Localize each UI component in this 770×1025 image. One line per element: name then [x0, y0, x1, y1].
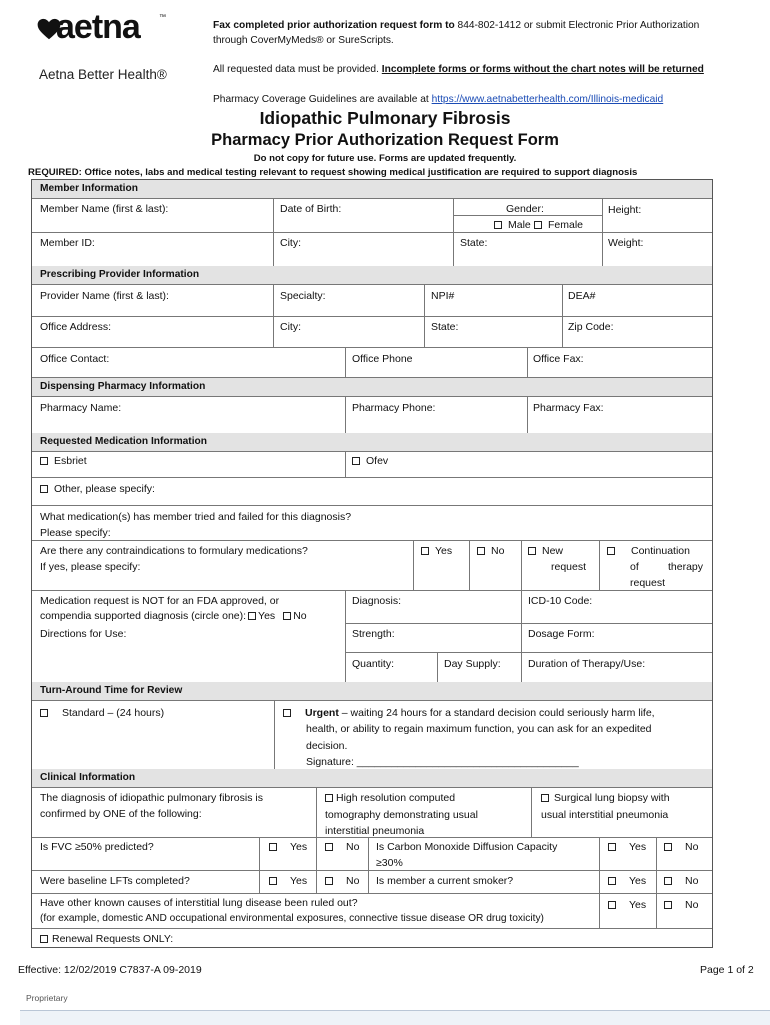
checkbox-icon — [248, 612, 256, 620]
checkbox-icon — [608, 843, 616, 851]
ofev-checkbox[interactable]: Ofev — [352, 454, 388, 468]
viewer-bottom-bar — [20, 1010, 770, 1025]
checkbox-icon — [608, 901, 616, 909]
dlco-question-line1: Is Carbon Monoxide Diffusion Capacity — [376, 841, 558, 853]
contraindications-question: Are there any contraindications to formulary medications? — [40, 545, 308, 557]
checkbox-icon — [421, 547, 429, 555]
checkbox-icon — [283, 612, 291, 620]
urgent-review-checkbox[interactable]: Urgent – waiting 24 hours for a standard decision could seriously harm life, — [283, 706, 655, 720]
section-medication-information: Requested Medication Information — [32, 433, 712, 451]
continuation-request-label: request — [630, 577, 666, 589]
signature-field[interactable]: Signature: ______________________________________ — [306, 756, 579, 768]
ipf-diagnosis-question-line2: confirmed by ONE of the following: — [40, 808, 202, 820]
member-dob-field[interactable]: Date of Birth: — [280, 203, 342, 215]
contraindications-no-checkbox[interactable]: No — [477, 544, 504, 558]
checkbox-icon — [664, 877, 672, 885]
tried-failed-specify-field[interactable]: Please specify: — [40, 527, 111, 539]
icd10-field[interactable]: ICD-10 Code: — [528, 595, 593, 607]
section-member-information: Member Information — [32, 180, 712, 198]
fda-question-line2: compendia supported diagnosis (circle one): Yes No — [40, 610, 307, 622]
fvc-yes-checkbox[interactable]: Yes — [269, 840, 307, 854]
hrct-line2: tomography demonstrating usual — [325, 809, 478, 821]
provider-name-field[interactable]: Provider Name (first & last): — [40, 290, 169, 302]
gender-male-checkbox[interactable]: Male — [494, 218, 531, 232]
provider-state-field[interactable]: State: — [431, 321, 459, 333]
fda-yes-option[interactable]: Yes — [258, 610, 276, 622]
continuation-of-label: of — [630, 561, 639, 573]
renewal-requests-checkbox[interactable]: Renewal Requests ONLY: — [40, 932, 173, 946]
other-causes-no-checkbox[interactable]: No — [664, 898, 698, 912]
lfts-question: Were baseline LFTs completed? — [40, 875, 190, 887]
pharmacy-phone-field[interactable]: Pharmacy Phone: — [352, 402, 436, 414]
checkbox-icon — [325, 843, 333, 851]
member-city-field[interactable]: City: — [280, 237, 301, 249]
checkbox-icon — [494, 221, 502, 229]
dlco-question-line2: ≥30% — [376, 857, 403, 869]
checkbox-icon — [325, 877, 333, 885]
checkbox-icon — [352, 457, 360, 465]
npi-field[interactable]: NPI# — [431, 290, 455, 302]
pharmacy-fax-field[interactable]: Pharmacy Fax: — [533, 402, 604, 414]
office-fax-field[interactable]: Office Fax: — [533, 353, 584, 365]
fda-question-line1: Medication request is NOT for an FDA approved, or — [40, 595, 280, 607]
section-pharmacy-information: Dispensing Pharmacy Information — [32, 378, 712, 396]
continuation-therapy-label: therapy — [668, 561, 704, 573]
effective-date: Effective: 12/02/2019 C7837-A 09-2019 — [18, 964, 202, 976]
brand-subtitle: Aetna Better Health® — [39, 67, 167, 82]
lfts-no-checkbox[interactable]: No — [325, 874, 359, 888]
day-supply-field[interactable]: Day Supply: — [444, 658, 501, 670]
diagnosis-field[interactable]: Diagnosis: — [352, 595, 402, 607]
page-number: Page 1 of 2 — [700, 964, 754, 976]
quantity-field[interactable]: Quantity: — [352, 658, 395, 670]
urgent-description-line3: decision. — [306, 740, 348, 752]
checkbox-icon — [664, 843, 672, 851]
office-phone-field[interactable]: Office Phone — [352, 353, 413, 365]
strength-field[interactable]: Strength: — [352, 628, 395, 640]
continuation-checkbox[interactable]: Continuation — [607, 544, 690, 558]
section-clinical-information: Clinical Information — [32, 769, 712, 787]
dosage-form-field[interactable]: Dosage Form: — [528, 628, 595, 640]
dlco-no-checkbox[interactable]: No — [664, 840, 698, 854]
checkbox-icon — [283, 709, 291, 717]
directions-for-use-field[interactable]: Directions for Use: — [40, 628, 127, 640]
ipf-diagnosis-question-line1: The diagnosis of idiopathic pulmonary fibrosis is — [40, 792, 263, 804]
other-causes-question-line2: (for example, domestic AND occupational environmental exposures, connective tissue disease OR drug toxicity) — [40, 913, 544, 924]
gender-label: Gender: — [506, 203, 544, 215]
checkbox-icon — [477, 547, 485, 555]
specialty-field[interactable]: Specialty: — [280, 290, 326, 302]
fax-instructions: Fax completed prior authorization request form to 844-802-1412 or submit Electronic Prior Authorization through CoverMyMeds® or SureScripts. — [213, 20, 700, 46]
smoker-question: Is member a current smoker? — [376, 875, 514, 887]
required-docs-note: REQUIRED: Office notes, labs and medical testing relevant to request showing medical justification are required to support diagnosis — [28, 167, 638, 178]
standard-review-checkbox[interactable]: Standard – (24 hours) — [40, 706, 164, 720]
contraindications-yes-checkbox[interactable]: Yes — [421, 544, 452, 558]
form-title: Idiopathic Pulmonary Fibrosis — [259, 108, 511, 128]
tried-failed-question: What medication(s) has member tried and failed for this diagnosis? — [40, 511, 352, 523]
section-provider-information: Prescribing Provider Information — [32, 266, 712, 284]
trademark: ™ — [159, 14, 166, 21]
checkbox-icon — [269, 877, 277, 885]
gender-female-checkbox[interactable]: Female — [534, 218, 583, 232]
smoker-yes-checkbox[interactable]: Yes — [608, 874, 646, 888]
smoker-no-checkbox[interactable]: No — [664, 874, 698, 888]
other-causes-yes-checkbox[interactable]: Yes — [608, 898, 646, 912]
height-field[interactable]: Height: — [608, 204, 642, 216]
lfts-yes-checkbox[interactable]: Yes — [269, 874, 307, 888]
proprietary-label: Proprietary — [26, 993, 68, 1003]
dlco-yes-checkbox[interactable]: Yes — [608, 840, 646, 854]
office-contact-field[interactable]: Office Contact: — [40, 353, 110, 365]
zip-code-field[interactable]: Zip Code: — [568, 321, 614, 333]
new-request-label: request — [551, 561, 587, 573]
checkbox-icon — [664, 901, 672, 909]
checkbox-icon — [40, 709, 48, 717]
dea-field[interactable]: DEA# — [568, 290, 596, 302]
provider-city-field[interactable]: City: — [280, 321, 301, 333]
checkbox-icon — [40, 935, 48, 943]
duration-field[interactable]: Duration of Therapy/Use: — [528, 658, 646, 670]
weight-field[interactable]: Weight: — [608, 237, 644, 249]
copy-note: Do not copy for future use. Forms are updated frequently. — [253, 153, 517, 164]
form-subtitle: Pharmacy Prior Authorization Request Form — [211, 131, 559, 149]
checkbox-icon — [269, 843, 277, 851]
guidelines-notice: Pharmacy Coverage Guidelines are available at https://www.aetnabetterhealth.com/Illinois-medicaid — [213, 94, 664, 105]
aetna-logo: aetna — [56, 8, 140, 46]
section-turnaround-time: Turn-Around Time for Review — [32, 682, 712, 700]
fda-no-option[interactable]: No — [293, 610, 307, 622]
member-id-field[interactable]: Member ID: — [40, 237, 95, 249]
fvc-no-checkbox[interactable]: No — [325, 840, 359, 854]
esbriet-checkbox[interactable]: Esbriet — [40, 454, 87, 468]
checkbox-icon — [325, 794, 333, 802]
required-notice: All requested data must be provided. Incomplete forms or forms without the chart notes will be returned — [213, 64, 704, 75]
pharmacy-name-field[interactable]: Pharmacy Name: — [40, 402, 122, 414]
checkbox-icon — [541, 794, 549, 802]
checkbox-icon — [40, 457, 48, 465]
other-medication-checkbox[interactable]: Other, please specify: — [40, 482, 155, 496]
checkbox-icon — [528, 547, 536, 555]
checkbox-icon — [608, 877, 616, 885]
hrct-checkbox[interactable]: High resolution computed — [325, 791, 455, 805]
hrct-line3: interstitial pneumonia — [325, 825, 425, 837]
lung-biopsy-line2: usual interstitial pneumonia — [541, 809, 669, 821]
checkbox-icon — [607, 547, 615, 555]
new-request-checkbox[interactable]: New — [528, 544, 563, 558]
fvc-question: Is FVC ≥50% predicted? — [40, 841, 154, 853]
member-state-field[interactable]: State: — [460, 237, 488, 249]
member-name-field[interactable]: Member Name (first & last): — [40, 203, 169, 215]
checkbox-icon — [40, 485, 48, 493]
contraindications-specify-field[interactable]: If yes, please specify: — [40, 561, 141, 573]
checkbox-icon — [534, 221, 542, 229]
other-causes-question-line1: Have other known causes of interstitial lung disease been ruled out? — [40, 897, 358, 909]
lung-biopsy-checkbox[interactable]: Surgical lung biopsy with — [541, 791, 670, 805]
office-address-field[interactable]: Office Address: — [40, 321, 112, 333]
urgent-description-line2: health, or ability to regain maximum function, you can ask for an expedited — [306, 723, 652, 735]
guidelines-link[interactable]: https://www.aetnabetterhealth.com/Illinois-medicaid — [431, 94, 664, 105]
